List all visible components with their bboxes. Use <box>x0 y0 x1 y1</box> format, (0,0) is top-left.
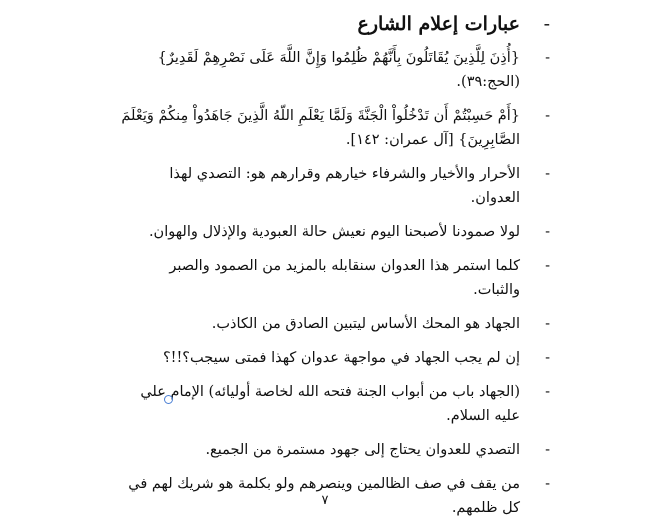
list-item-text: {أُذِنَ لِلَّذِينَ يُقَاتَلُونَ بِأَنَّهُمْ ظُلِمُوا وَإِنَّ اللَّهَ عَلَى نَصْرِهِمْ لَقَدِيرٌ} (الحج:٣٩). <box>157 50 520 90</box>
list-item-text: من يقف في صف الظالمين وينصرهم ولو بكلمة هو شريك لهم في كل ظلمهم. <box>128 476 520 516</box>
text-cursor-circle-icon <box>164 395 173 404</box>
list-item <box>120 220 550 244</box>
list-item <box>120 346 550 370</box>
list-item-text: {أَمْ حَسِبْتُمْ أَن تَدْخُلُواْ الْجَنَّةَ وَلَمَّا يَعْلَمِ اللّهُ الَّذِينَ جَاهَدُواْ مِنكُمْ وَيَعْلَمَ الصَّابِرِينَ} [آل عمران: ١٤٢]. <box>121 108 520 148</box>
list-item <box>120 312 550 336</box>
page-number: ٧ <box>321 493 329 508</box>
list-bullet: - <box>545 224 550 240</box>
list-item-text: (الجهاد باب من أبواب الجنة فتحه الله لخاصة أوليائه) الإمام علي عليه السلام. <box>140 384 520 424</box>
list-bullet: - <box>545 384 550 400</box>
list-bullet: - <box>545 50 550 66</box>
list-bullet: - <box>545 316 550 332</box>
list-item-text: إن لم يجب الجهاد في مواجهة عدوان كهذا فمتى سيجب؟!!؟ <box>162 350 520 366</box>
list-item <box>120 254 550 302</box>
list-item-text: التصدي للعدوان يحتاج إلى جهود مستمرة من الجميع. <box>205 442 520 458</box>
list-bullet: - <box>545 476 550 492</box>
list-item-text: لولا صمودنا لأصبحنا اليوم نعيش حالة العبودية والإذلال والهوان. <box>148 224 520 240</box>
list-bullet: - <box>545 258 550 274</box>
list-item <box>120 46 550 94</box>
list-item-text: الأحرار والأخيار والشرفاء خيارهم وقرارهم هو: التصدي لهذا العدوان. <box>169 166 520 206</box>
section-heading <box>120 10 550 38</box>
list-bullet: - <box>545 350 550 366</box>
statements-list <box>120 46 550 520</box>
document-body <box>120 10 550 530</box>
list-item <box>120 162 550 210</box>
list-item <box>120 104 550 152</box>
list-bullet: - <box>545 442 550 458</box>
list-bullet: - <box>545 166 550 182</box>
list-item-text: كلما استمر هذا العدوان سنقابله بالمزيد من الصمود والصبر والثبات. <box>169 258 520 298</box>
heading-text: عبارات إعلام الشارع <box>357 13 520 35</box>
list-bullet: - <box>545 108 550 124</box>
list-item <box>120 438 550 462</box>
list-item-text: الجهاد هو المحك الأساس ليتبين الصادق من الكاذب. <box>211 316 520 332</box>
heading-bullet: - <box>543 13 550 35</box>
list-item <box>120 380 550 428</box>
